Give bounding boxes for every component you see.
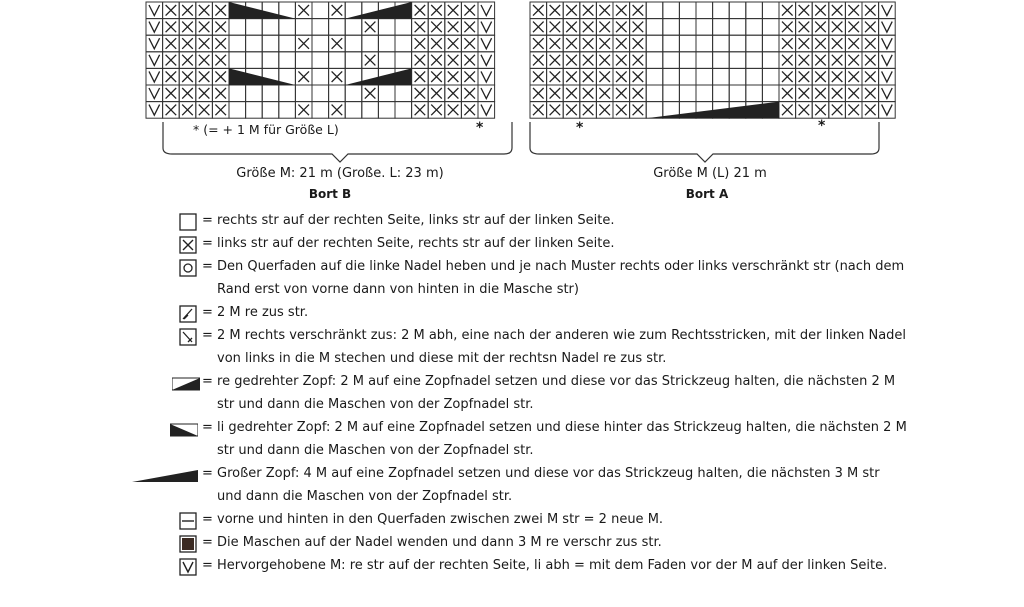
star-marker: * — [818, 118, 826, 134]
empty-square-icon — [179, 213, 197, 231]
purl-mark — [298, 5, 309, 16]
purl-mark — [332, 38, 343, 49]
chart-block-bort-a — [530, 2, 895, 118]
purl-mark — [298, 38, 309, 49]
legend-text: = rechts str auf der rechten Seite, links str auf der linken Seite. — [202, 213, 615, 228]
legend-item — [0, 233, 1024, 255]
legend-item — [0, 555, 1024, 577]
star-marker: * — [576, 120, 584, 136]
star-marker: * — [476, 120, 484, 136]
big-cable-icon — [132, 466, 198, 484]
section-name-right: Bort A — [685, 187, 729, 201]
legend-item — [0, 256, 1024, 302]
chart-block-bort-b — [146, 2, 495, 118]
legend-item — [0, 371, 1024, 417]
right-slant-decrease-icon — [179, 305, 197, 323]
dash-square-icon — [179, 512, 197, 530]
legend-text: = Großer Zopf: 4 M auf eine Zopfnadel setzen und diese vor das Strickzeug halten, die nächsten 3 M str — [202, 466, 880, 481]
legend-text-continued: und dann die Maschen von der Zopfnadel str. — [217, 489, 513, 504]
circle-square-icon — [179, 259, 197, 277]
purl-mark — [298, 105, 309, 116]
section-size-right: Größe M (L) 21 m — [653, 166, 767, 181]
purl-mark — [332, 105, 343, 116]
legend-item — [0, 325, 1024, 371]
size-note: * (= + 1 M für Größe L) — [193, 122, 339, 137]
legend-item — [0, 509, 1024, 531]
legend-text-continued: Rand erst von vorne dann von hinten in die Masche str) — [217, 282, 579, 297]
legend-text-continued: str und dann die Maschen von der Zopfnadel str. — [217, 397, 534, 412]
legend-text: = Den Querfaden auf die linke Nadel heben und je nach Muster rechts oder links verschränkt str (nach dem — [202, 259, 905, 274]
legend-text: = Hervorgehobene M: re str auf der rechten Seite, li abh = mit dem Faden vor der M auf der linken Seite. — [202, 558, 888, 573]
v-square-icon — [179, 558, 197, 576]
legend-text-continued: von links in die M stechen und diese mit der rechtsn Nadel re zus str. — [217, 351, 667, 366]
legend-item — [0, 532, 1024, 554]
filled-square-icon — [179, 535, 197, 553]
legend-text: = links str auf der rechten Seite, rechts str auf der linken Seite. — [202, 236, 615, 251]
purl-mark — [365, 22, 376, 33]
purl-mark — [298, 71, 309, 82]
left-cable-icon — [170, 420, 198, 438]
purl-mark — [365, 55, 376, 66]
legend-text: = vorne und hinten in den Querfaden zwischen zwei M str = 2 neue M. — [202, 512, 664, 527]
x-square-icon — [179, 236, 197, 254]
legend-item — [0, 210, 1024, 232]
legend-item — [0, 417, 1024, 463]
purl-mark — [332, 71, 343, 82]
right-cable-icon — [172, 374, 200, 392]
left-slant-decrease-icon — [179, 328, 197, 346]
legend-item — [0, 463, 1024, 509]
legend-text: = re gedrehter Zopf: 2 M auf eine Zopfnadel setzen und diese vor das Strickzeug halten, die nächsten 2 M — [202, 374, 896, 389]
legend-text: = li gedrehter Zopf: 2 M auf eine Zopfnadel setzen und diese hinter das Strickzeug halten, die nächsten 2 M — [202, 420, 907, 435]
section-name-left: Bort B — [308, 187, 352, 201]
section-size-left: Größe M: 21 m (Große. L: 23 m) — [236, 166, 444, 181]
purl-mark — [332, 5, 343, 16]
purl-mark — [365, 88, 376, 99]
legend-text: = Die Maschen auf der Nadel wenden und dann 3 M re verschr zus str. — [202, 535, 662, 550]
legend-text: = 2 M rechts verschränkt zus: 2 M abh, eine nach der anderen wie zum Rechtsstricken, mit der linken Nadel — [202, 328, 907, 343]
legend-text: = 2 M re zus str. — [202, 305, 309, 320]
legend-text-continued: str und dann die Maschen von der Zopfnadel str. — [217, 443, 534, 458]
knitting-chart — [0, 0, 1024, 125]
legend-item — [0, 302, 1024, 324]
